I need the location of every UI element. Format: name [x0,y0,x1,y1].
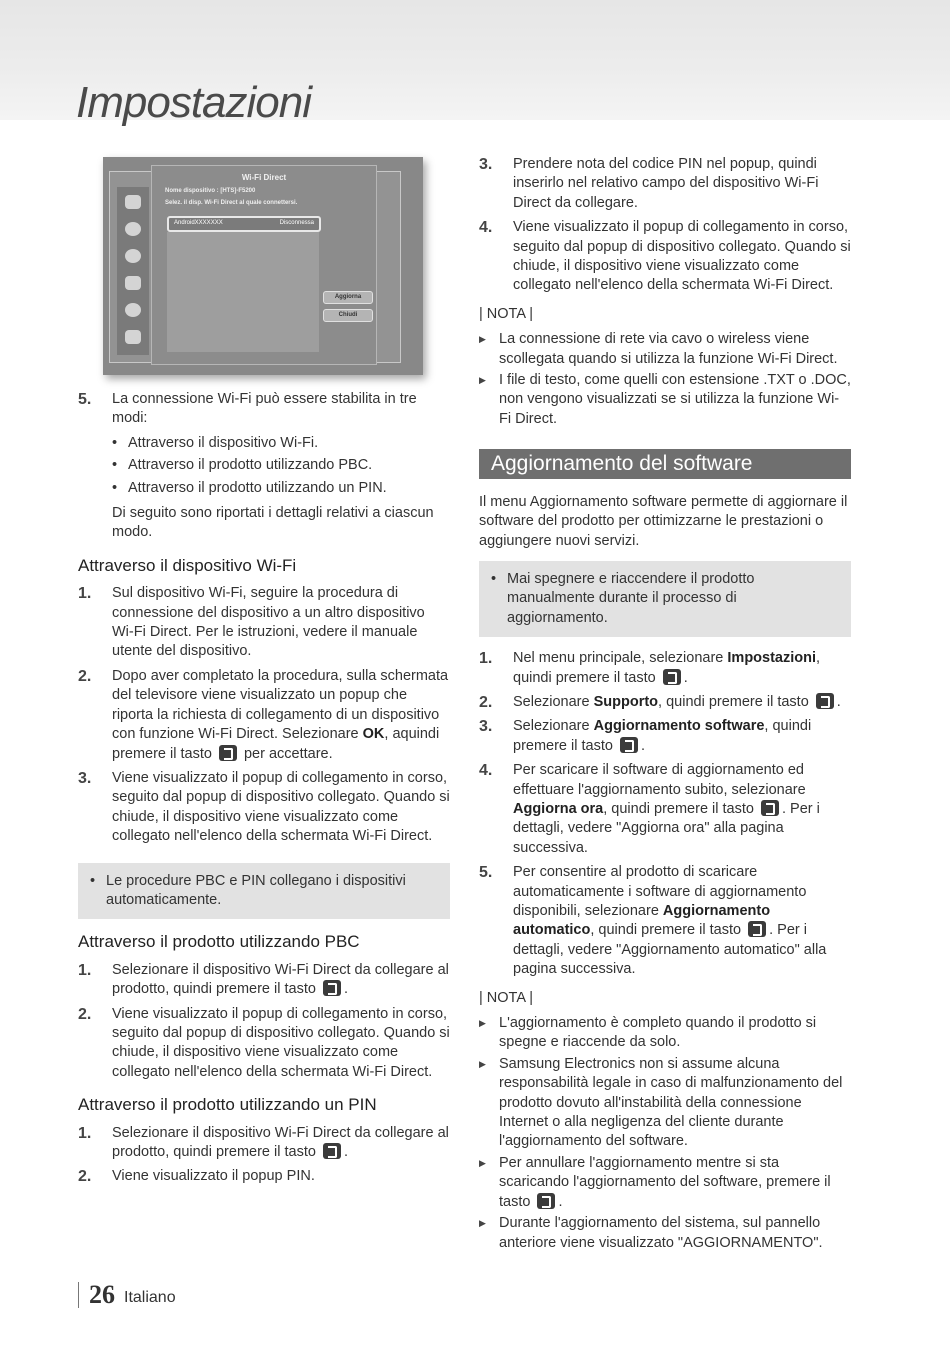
step [479,218,851,296]
note-label: | NOTA | [479,989,533,1006]
list-item: • Attraverso il dispositivo Wi-Fi. [112,434,450,453]
dialog-title: Wi-Fi Direct [241,173,287,182]
heading-pin: Attraverso il prodotto utilizzando un PIN [78,1095,377,1115]
step-number: 4. [479,219,493,237]
step-number: 2. [78,1168,92,1186]
triangle-bullet-icon: ▶ [479,1018,486,1029]
triangle-bullet-icon: ▶ [479,375,486,386]
note-item [479,1214,851,1253]
step-number: 4. [479,762,493,780]
enter-key-icon [748,921,766,937]
enter-key-icon [323,1143,341,1159]
step-text: Prendere nota del codice PIN nel popup, quindi inserirlo nel relativo campo del dispositivo Wi-Fi Direct da collegare. [513,156,819,211]
note-box: • Le procedure PBC e PIN collegano i dispositivi automaticamente. [78,863,450,920]
step-number: 2. [78,667,92,685]
page-footer [78,1280,176,1310]
note-text: Per annullare l'aggiornamento mentre si sta scaricando l'aggiornamento del software, premere il tasto . [499,1154,831,1210]
step [479,693,851,712]
step-number: 2. [78,1005,92,1023]
section-title: Aggiornamento del software [479,449,851,478]
wifi-direct-screenshot [103,157,423,375]
enter-key-icon [219,745,237,761]
step-5 [78,390,450,429]
page-header [0,0,950,127]
enter-key-icon [663,669,681,685]
step [78,1124,450,1163]
step-text: Viene visualizzato il popup di collegamento in corso, seguito dal popup di dispositivo collegato. Quando si chiude, il dispositivo viene visualizzato come collegato nell'elenco della schermata Wi-Fi Direct. [112,1005,450,1080]
step-text: Viene visualizzato il popup PIN. [112,1168,315,1185]
step [78,584,450,662]
step-number: 3. [479,156,493,173]
step-text: Selezionare il dispositivo Wi-Fi Direct da collegare al prodotto, quindi premere il tasto . [112,1124,449,1160]
note-text: I file di testo, come quelli con estensione .TXT o .DOC, non vengono visualizzati se si utilizza la funzione Wi-Fi Direct. [499,372,851,427]
step-number: 1. [78,961,92,979]
section-intro: Il menu Aggiornamento software permette di aggiornare il software del prodotto per ottimizzarne le prestazioni o aggiungere nuovi servizi. [479,493,848,549]
step-text: Viene visualizzato il popup di collegamento in corso, seguito dal popup di dispositivo collegato. Quando si chiude, il dispositivo viene visualizzato come collegato nell'elenco della schermata Wi-Fi Direct. [513,219,851,294]
step-number: 1. [78,1124,92,1142]
note-label: | NOTA | [479,305,533,322]
enter-key-icon [761,800,779,816]
step [78,667,450,764]
globe-icon [125,249,141,263]
step [78,1167,450,1186]
language-label: Italiano [124,1289,176,1306]
step [479,649,851,688]
page-title: Impostazioni [76,78,312,127]
step-text: La connessione Wi-Fi può essere stabilita in tre modi: [112,391,417,427]
disc-icon [125,222,141,236]
close-button[interactable]: Chiudi [323,309,373,322]
note-text: L'aggiornamento è completo quando il prodotto si spegne e riaccende da solo. [499,1015,817,1051]
step-number: 5. [78,391,92,408]
step-number: 1. [78,585,92,603]
step-number: 3. [78,769,92,787]
note-item [479,1014,851,1053]
list-item-text: Attraverso il dispositivo Wi-Fi. [128,434,319,451]
enter-key-icon [323,980,341,996]
enter-key-icon [620,737,638,753]
step-text: Viene visualizzato il popup di collegamento in corso, seguito dal popup di dispositivo collegato. Quando si chiude, il dispositivo viene visualizzato come collegato nell'elenco della schermata Wi-Fi Direct. [112,769,450,845]
heading-pbc: Attraverso il prodotto utilizzando PBC [78,932,360,952]
step [479,717,851,756]
triangle-bullet-icon: ▶ [479,1218,486,1229]
triangle-bullet-icon: ▶ [479,334,486,345]
step-text: Dopo aver completato la procedura, sulla schermata del televisore viene visualizzato un popup che riporta la richiesta di collegamento di un dispositivo con funzione Wi-Fi Direct. Selezionare OK, aquindi premere il tasto per accettare. [112,667,449,762]
step [479,863,851,979]
enter-key-icon [537,1193,555,1209]
list-item-text: Attraverso il prodotto utilizzando PBC. [128,457,373,474]
step [78,961,450,1000]
triangle-bullet-icon: ▶ [479,1157,486,1168]
step-text: Sul dispositivo Wi-Fi, seguire la procedura di connessione del dispositivo a un altro dispositivo Wi-Fi Direct. Per le istruzioni, vedere il manuale utente del dispositivo. [112,585,425,660]
warning-box: • Mai spegnere e riaccendere il prodotto manualmente durante il processo di aggiornamento. [479,561,851,637]
device-list [167,232,319,352]
triangle-bullet-icon: ▶ [479,1058,486,1069]
list-item: • Attraverso il prodotto utilizzando un PIN. [112,479,450,498]
note-text: Le procedure PBC e PIN collegano i dispositivi automaticamente. [106,872,406,908]
device-entry: AndroidXXXXXXX [174,220,223,226]
step [78,769,450,847]
device-name: Nome dispositivo : [HTS]-F5200 [165,188,256,194]
enter-key-icon [816,693,834,709]
page-number: 26 [89,1280,115,1309]
step-text: Per scaricare il software di aggiornamento ed effettuare l'aggiornamento subito, selezionare Aggiorna ora, quindi premere il tasto . Per i dettagli, vedere "Aggiorna ora" alla pagina successiva. [513,762,820,856]
step-text: Nel menu principale, selezionare Impostazioni, quindi premere il tasto . [513,650,821,686]
warning-text: Mai spegnere e riaccendere il prodotto manualmente durante il processo di aggiornamento. [507,570,755,626]
dialog-instruction: Selez. il disp. Wi-Fi Direct al quale connettersi. [165,200,298,206]
step-number: 1. [479,650,493,668]
right-column [479,155,851,1255]
device-status: Disconnessa [279,220,314,226]
apps-icon [125,276,141,290]
help-icon [125,330,141,344]
wifi-direct-dialog [151,165,377,365]
step-number: 2. [479,693,493,711]
step-text: Selezionare il dispositivo Wi-Fi Direct da collegare al prodotto, quindi premere il tasto . [112,961,449,998]
step-number: 3. [479,718,493,736]
heading-device: Attraverso il dispositivo Wi-Fi [78,555,297,575]
footer-divider [78,1282,79,1308]
step-number: 5. [479,864,493,882]
menu-sidebar [117,187,149,355]
note-item [479,330,851,369]
note-item [479,371,851,429]
step-text: Per consentire al prodotto di scaricare automaticamente i software di aggiornamento disponibili, selezionare Aggiornamento automatico, quindi premere il tasto . Per i dettagli, vedere "Aggiornamento automatico" alla pagina successiva. [513,864,827,978]
step-text: Selezionare Aggiornamento software, quindi premere il tasto . [513,718,812,754]
refresh-button[interactable]: Aggiorna [323,291,373,304]
device-list-item[interactable] [167,216,321,232]
step-5-followup: Di seguito sono riportati i dettagli relativi a ciascun modo. [112,505,434,541]
gear-icon [125,303,141,317]
step [479,761,851,858]
photo-icon [125,195,141,209]
list-item: • Attraverso il prodotto utilizzando PBC. [112,456,450,475]
note-text: Durante l'aggiornamento del sistema, sul pannello anteriore viene visualizzato "AGGIORNAMENTO". [499,1215,823,1251]
step [479,155,851,213]
left-column [78,390,450,1192]
note-item [479,1154,851,1212]
list-item-text: Attraverso il prodotto utilizzando un PIN. [128,479,387,496]
step [78,1005,450,1083]
note-item [479,1055,851,1152]
step-text: Selezionare Supporto, quindi premere il tasto . [513,693,841,710]
note-text: La connessione di rete via cavo o wireless viene scollegata quando si utilizza la funzione Wi-Fi Direct. [499,331,838,367]
note-text: Samsung Electronics non si assume alcuna responsabilità legale in caso di malfunzionamento del prodotto dovuto all'instabilità della connessione Internet o alla negligenza del cliente durante l'aggiornamento del software. [499,1055,843,1150]
